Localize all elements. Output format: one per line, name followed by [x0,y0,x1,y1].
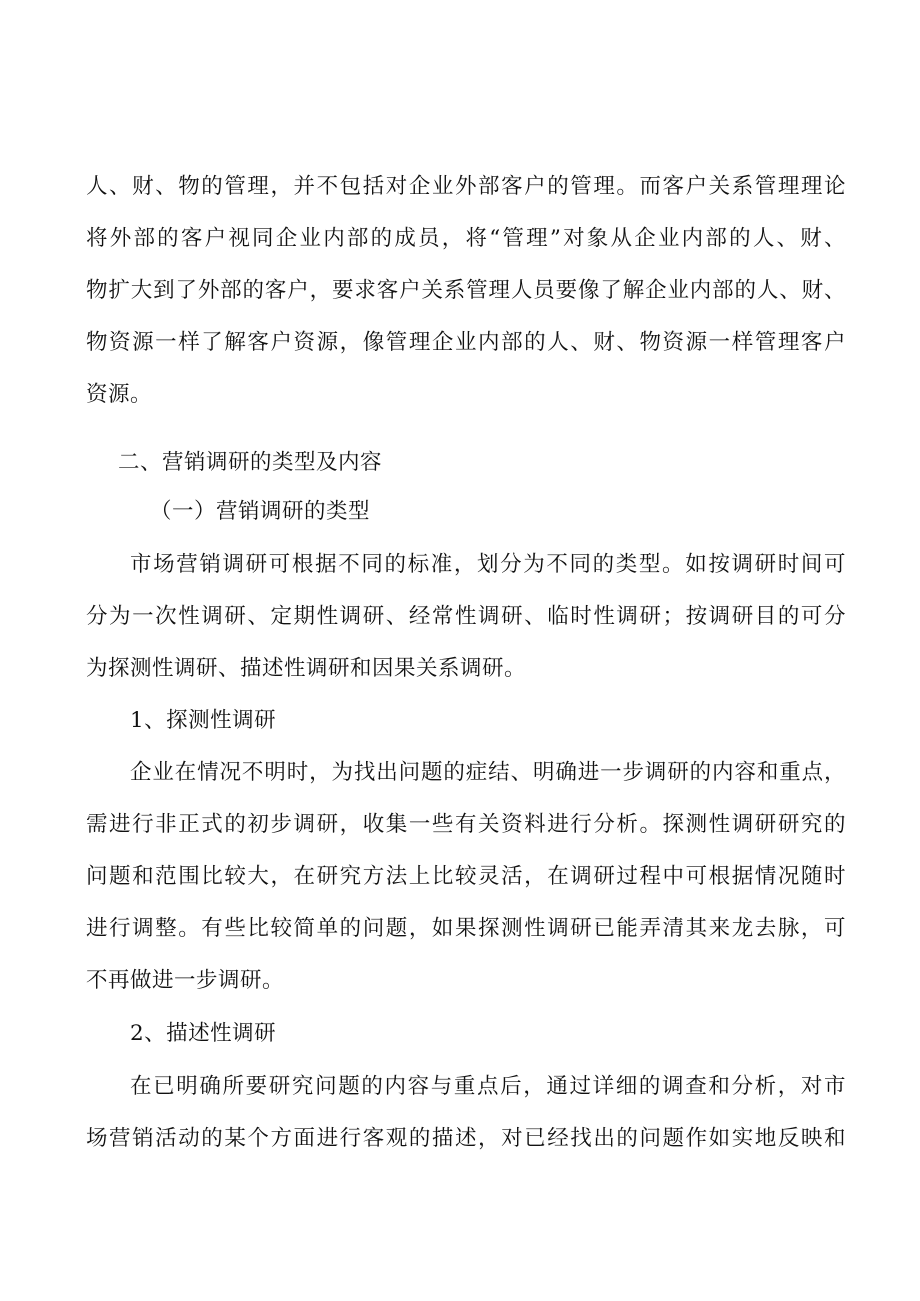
paragraph-line: 为探测性调研、描述性调研和因果关系调研。 [86,656,527,681]
paragraph-line: 问题和范围比较大，在研究方法上比较灵活，在调研过程中可根据情况随时 [86,864,846,889]
paragraph-line: 不再做进一步调研。 [86,968,285,993]
subsection-heading: （一）营销调研的类型 [150,499,371,524]
paragraph-line: 物扩大到了外部的客户，要求客户关系管理人员要像了解企业内部的人、财、 [86,278,846,303]
section-heading: 二、营销调研的类型及内容 [118,450,383,475]
paragraph-line: 物资源一样了解客户资源，像管理企业内部的人、财、物资源一样管理客户 [86,330,846,355]
paragraph-line: 场营销活动的某个方面进行客观的描述，对已经找出的问题作如实地反映和 [86,1126,846,1151]
paragraph-line: 将外部的客户视同企业内部的成员，将“管理”对象从企业内部的人、财、 [86,226,846,251]
paragraph-line: 人、财、物的管理，并不包括对企业外部客户的管理。而客户关系管理理论 [86,174,846,199]
paragraph-line: 在已明确所要研究问题的内容与重点后，通过详细的调查和分析，对市 [130,1074,846,1099]
item-heading: 2、描述性调研 [130,1021,277,1046]
paragraph-line: 分为一次性调研、定期性调研、经常性调研、临时性调研；按调研目的可分 [86,604,846,629]
paragraph-line: 资源。 [86,382,153,407]
item-heading: 1、探测性调研 [130,708,277,733]
paragraph-line: 企业在情况不明时，为找出问题的症结、明确进一步调研的内容和重点， [130,760,846,785]
paragraph-line: 需进行非正式的初步调研，收集一些有关资料进行分析。探测性调研研究的 [86,812,846,837]
paragraph-line: 进行调整。有些比较简单的问题，如果探测性调研已能弄清其来龙去脉，可 [86,916,846,941]
paragraph-line: 市场营销调研可根据不同的标准，划分为不同的类型。如按调研时间可 [130,552,846,577]
